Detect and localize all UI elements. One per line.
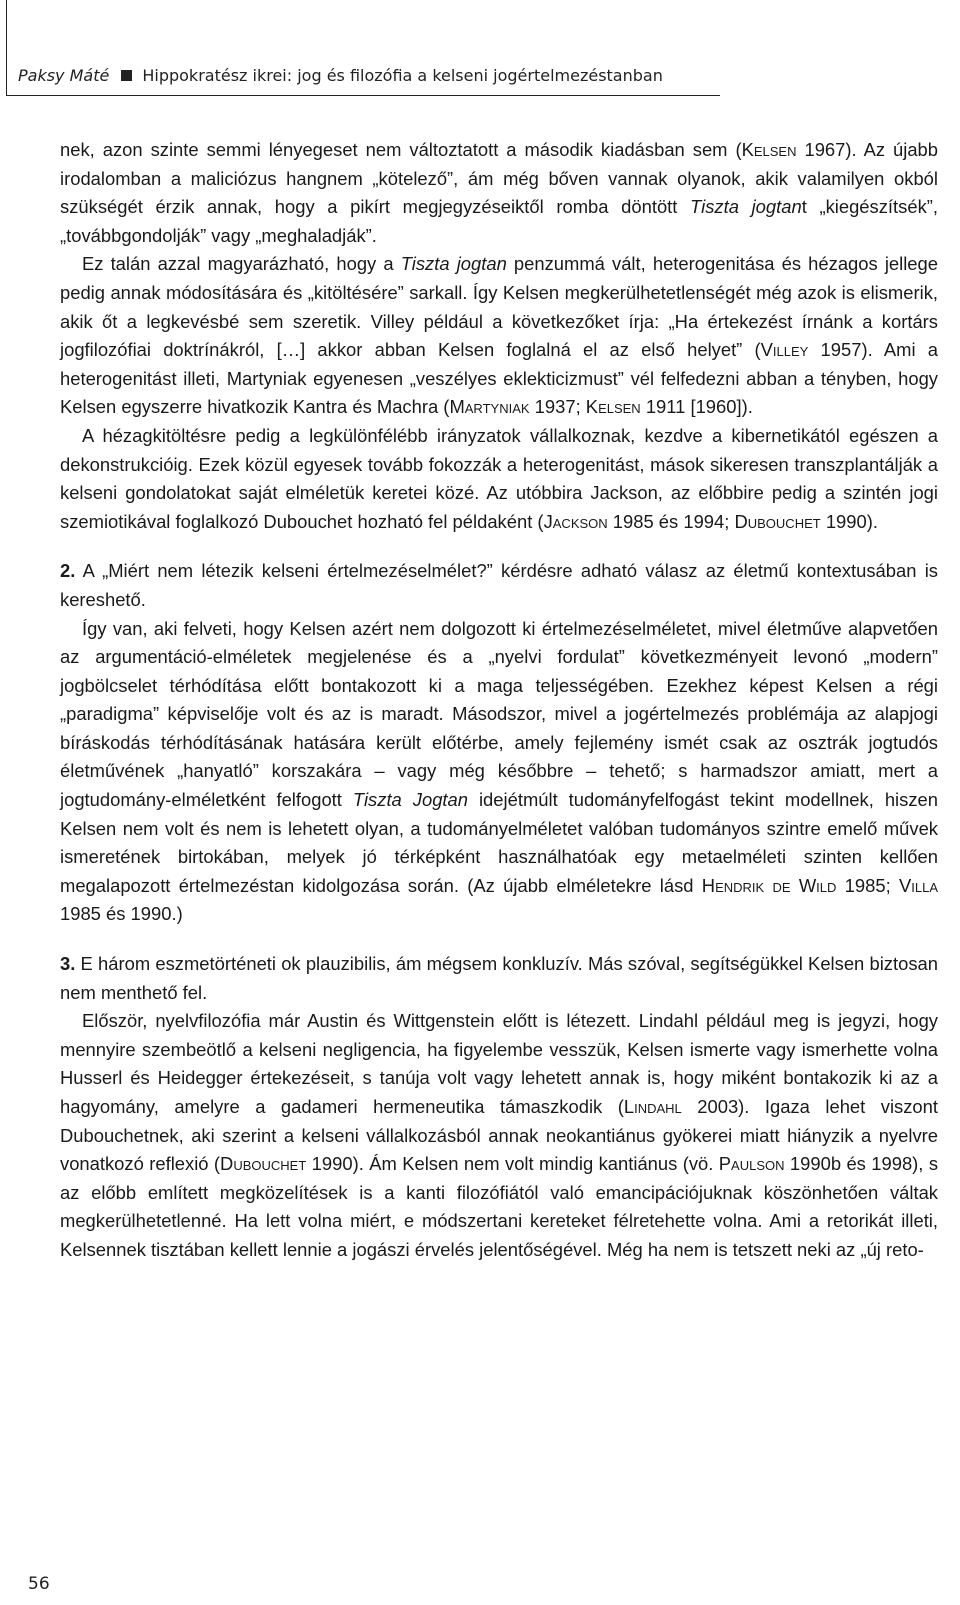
running-head-title: Hippokratész ikrei: jog és filozófia a kelseni jogértelmezéstanban [142,66,663,85]
text-run: 1985; [836,874,899,896]
citation-author: Lindahl [623,1096,682,1117]
text-run: t „kiegészítsék”, „továbbgondolják” vagy „meghaladják”. [60,196,938,246]
text-run: E három eszmetörténeti ok plauzibilis, ám mégsem konkluzív. Más szóval, segítségükkel Kelsen biztosan nem menthető fel. [60,953,938,1003]
italic-title: Tiszta Jogtan [352,789,468,811]
page-number: 56 [28,1574,50,1594]
italic-title: Tiszta jogtan [690,196,802,218]
text-run: 1967). Az újabb irodalomban a maliciózus hangnem „kötelező”, ám még bőven vannak olyanok, akik valamilyen okból szükségét érzik annak, hogy a pikírt megjegyzéseiktől romba döntött [60,139,939,218]
text-run: 1911 [1960]). [640,396,753,418]
text-run: 1990). Ám Kelsen nem volt mindig kantiánus (vö. [306,1153,719,1175]
text-run: nek, azon szinte semmi lényegeset nem változtatott a második kiadásban sem ( [60,139,742,160]
text-run: A hézagkitöltésre pedig a legkülönfélébb irányzatok vállalkoznak, kezdve a kibernetikától egészen a dekonstrukcióig. Ezek közül egyesek tovább fokozzák a heterogenitást, mások sikeresen transzplantálják a kelseni gondolatokat saját elméletük keretei közé. Az utóbbira Jackson, az előbbire pedig a szintén jogi szemiotikával foglalkozó Dubouchet hozható fel példaként ( [60,424,938,532]
citation-author: Paulson [718,1153,785,1175]
text-run: A „Miért nem létezik kelseni értelmezéselmélet?” kérdésre adható válasz az életmű kontextusában is kereshető. [60,560,938,610]
citation-author: Hendrik de Wild [701,874,837,896]
section-number: 2. [60,560,76,582]
citation-author: Kelsen [741,139,797,160]
paragraph [60,136,938,250]
text-run: penzummá vált, heterogenitása és hézagos jellege pedig annak módosítására és „kitöltésére” sarkall. Így Kelsen megkerülhetetlenségét még azok is elismerik, akik őt a legkevésbé sem szeretik. Villey például a következőket írja: „Ha értekezést írnánk a kortárs jogfilozófiai doktrínákról, […] akkor abban Kelsen foglalná el az első helyet” ( [60,253,938,361]
text-run: 1990b és 1998), s az előbb említett megközelítések is a kanti filozófiától való emancipációjuknak köszönhetően váltak megkerülhetetlenné. Ha lett volna miért, e módszertani kereteket félretehette volna. Ami a retorikát illeti, Kelsennek tisztában kellett lennie a jogászi érvelés jelentőségével. Még ha nem is tetszett neki az „új reto- [60,1153,939,1260]
running-head [18,66,663,85]
section-3-heading-paragraph [60,950,938,1007]
section-2-heading-paragraph [60,557,938,614]
text-run: Ez talán azzal magyarázható, hogy a [82,253,401,275]
citation-author: Martyniak [449,396,530,418]
citation-author: Dubouchet [734,510,821,532]
text-run: 1937; [529,396,586,418]
text-run: 1985 és 1990.) [60,903,183,925]
text-run: 1990). [820,510,878,532]
text-run: idejétmúlt tudományfelfogást tekint modellnek, hiszen Kelsen nem volt és nem is lehetett olyan, a tudományelméletet valóban tudományos szintre emelő művek ismeretének birtokában, melyek jó térképként használhatóak egy metaelméleti szinten kellően megalapozott értelmezéstan kidolgozása során. (Az újabb elméletekre lásd [60,789,938,896]
section-number: 3. [60,953,76,975]
text-run: 1957). Ami a heterogenitást illeti, Martyniak egyenesen „veszélyes eklekticizmust” vél felfedezni abban a tényben, hogy Kelsen egyszerre hivatkozik Kantra és Machra ( [60,339,939,418]
running-head-author: Paksy Máté [18,66,110,85]
citation-author: Dubouchet [220,1153,307,1175]
header-horizontal-rule [6,95,720,96]
paragraph [60,615,938,930]
text-run: Először, nyelvfilozófia már Austin és Wittgenstein előtt is létezett. Lindahl például meg is jegyzi, hogy mennyire szembeötlő a kelseni negligencia, ha figyelembe vesszük, Kelsen ismerte vagy ismerhette volna Husserl és Heidegger értekezéseit, s tanúja volt vagy lehetett annak is, hogy miként bontakozik ki az a hagyomány, amelyre a gadameri hermeneutika támaszkodik ( [60,1010,938,1117]
italic-title: Tiszta jogtan [400,253,507,275]
header-vertical-rule [6,0,7,96]
paragraph [60,1007,938,1264]
citation-author: Villey [760,339,809,361]
text-run: 2003). Igaza lehet viszont Dubouchetnek, aki szerint a kelseni vállalkozásból annak neokantiánus gyökerei miatt hiányzik a nyelvre vonatkozó reflexió ( [60,1096,938,1175]
text-run: Így van, aki felveti, hogy Kelsen azért nem dolgozott ki értelmezéselméletet, mivel életműve alapvetően az argumentáció-elméletek megjelenése és a „nyelvi fordulat” következményeit levonó „modern” jogbölcselet térhódítása előtt bontakozott ki a maga teljességében. Ezekhez képest Kelsen a régi „paradigma” képviselője volt és az is maradt. Másodszor, mivel a jogértelmezés problémája az alapjogi bíráskodás térhódításának hatására került előtérbe, amely fejlemény ismét csak az osztrák jogtudós életművének „hanyatló” korszakára – vagy még későbbre – tehető; s harmadszor amiatt, mert a jogtudomány-elméletként felfogott [60,617,938,811]
paragraph [60,422,938,536]
citation-author: Villa [899,874,939,896]
text-run: 1985 és 1994; [607,510,735,532]
paragraph [60,250,938,422]
article-body [60,136,938,1265]
square-bullet-icon [121,70,132,81]
citation-author: Kelsen [585,396,641,418]
citation-author: Jackson [543,510,608,532]
